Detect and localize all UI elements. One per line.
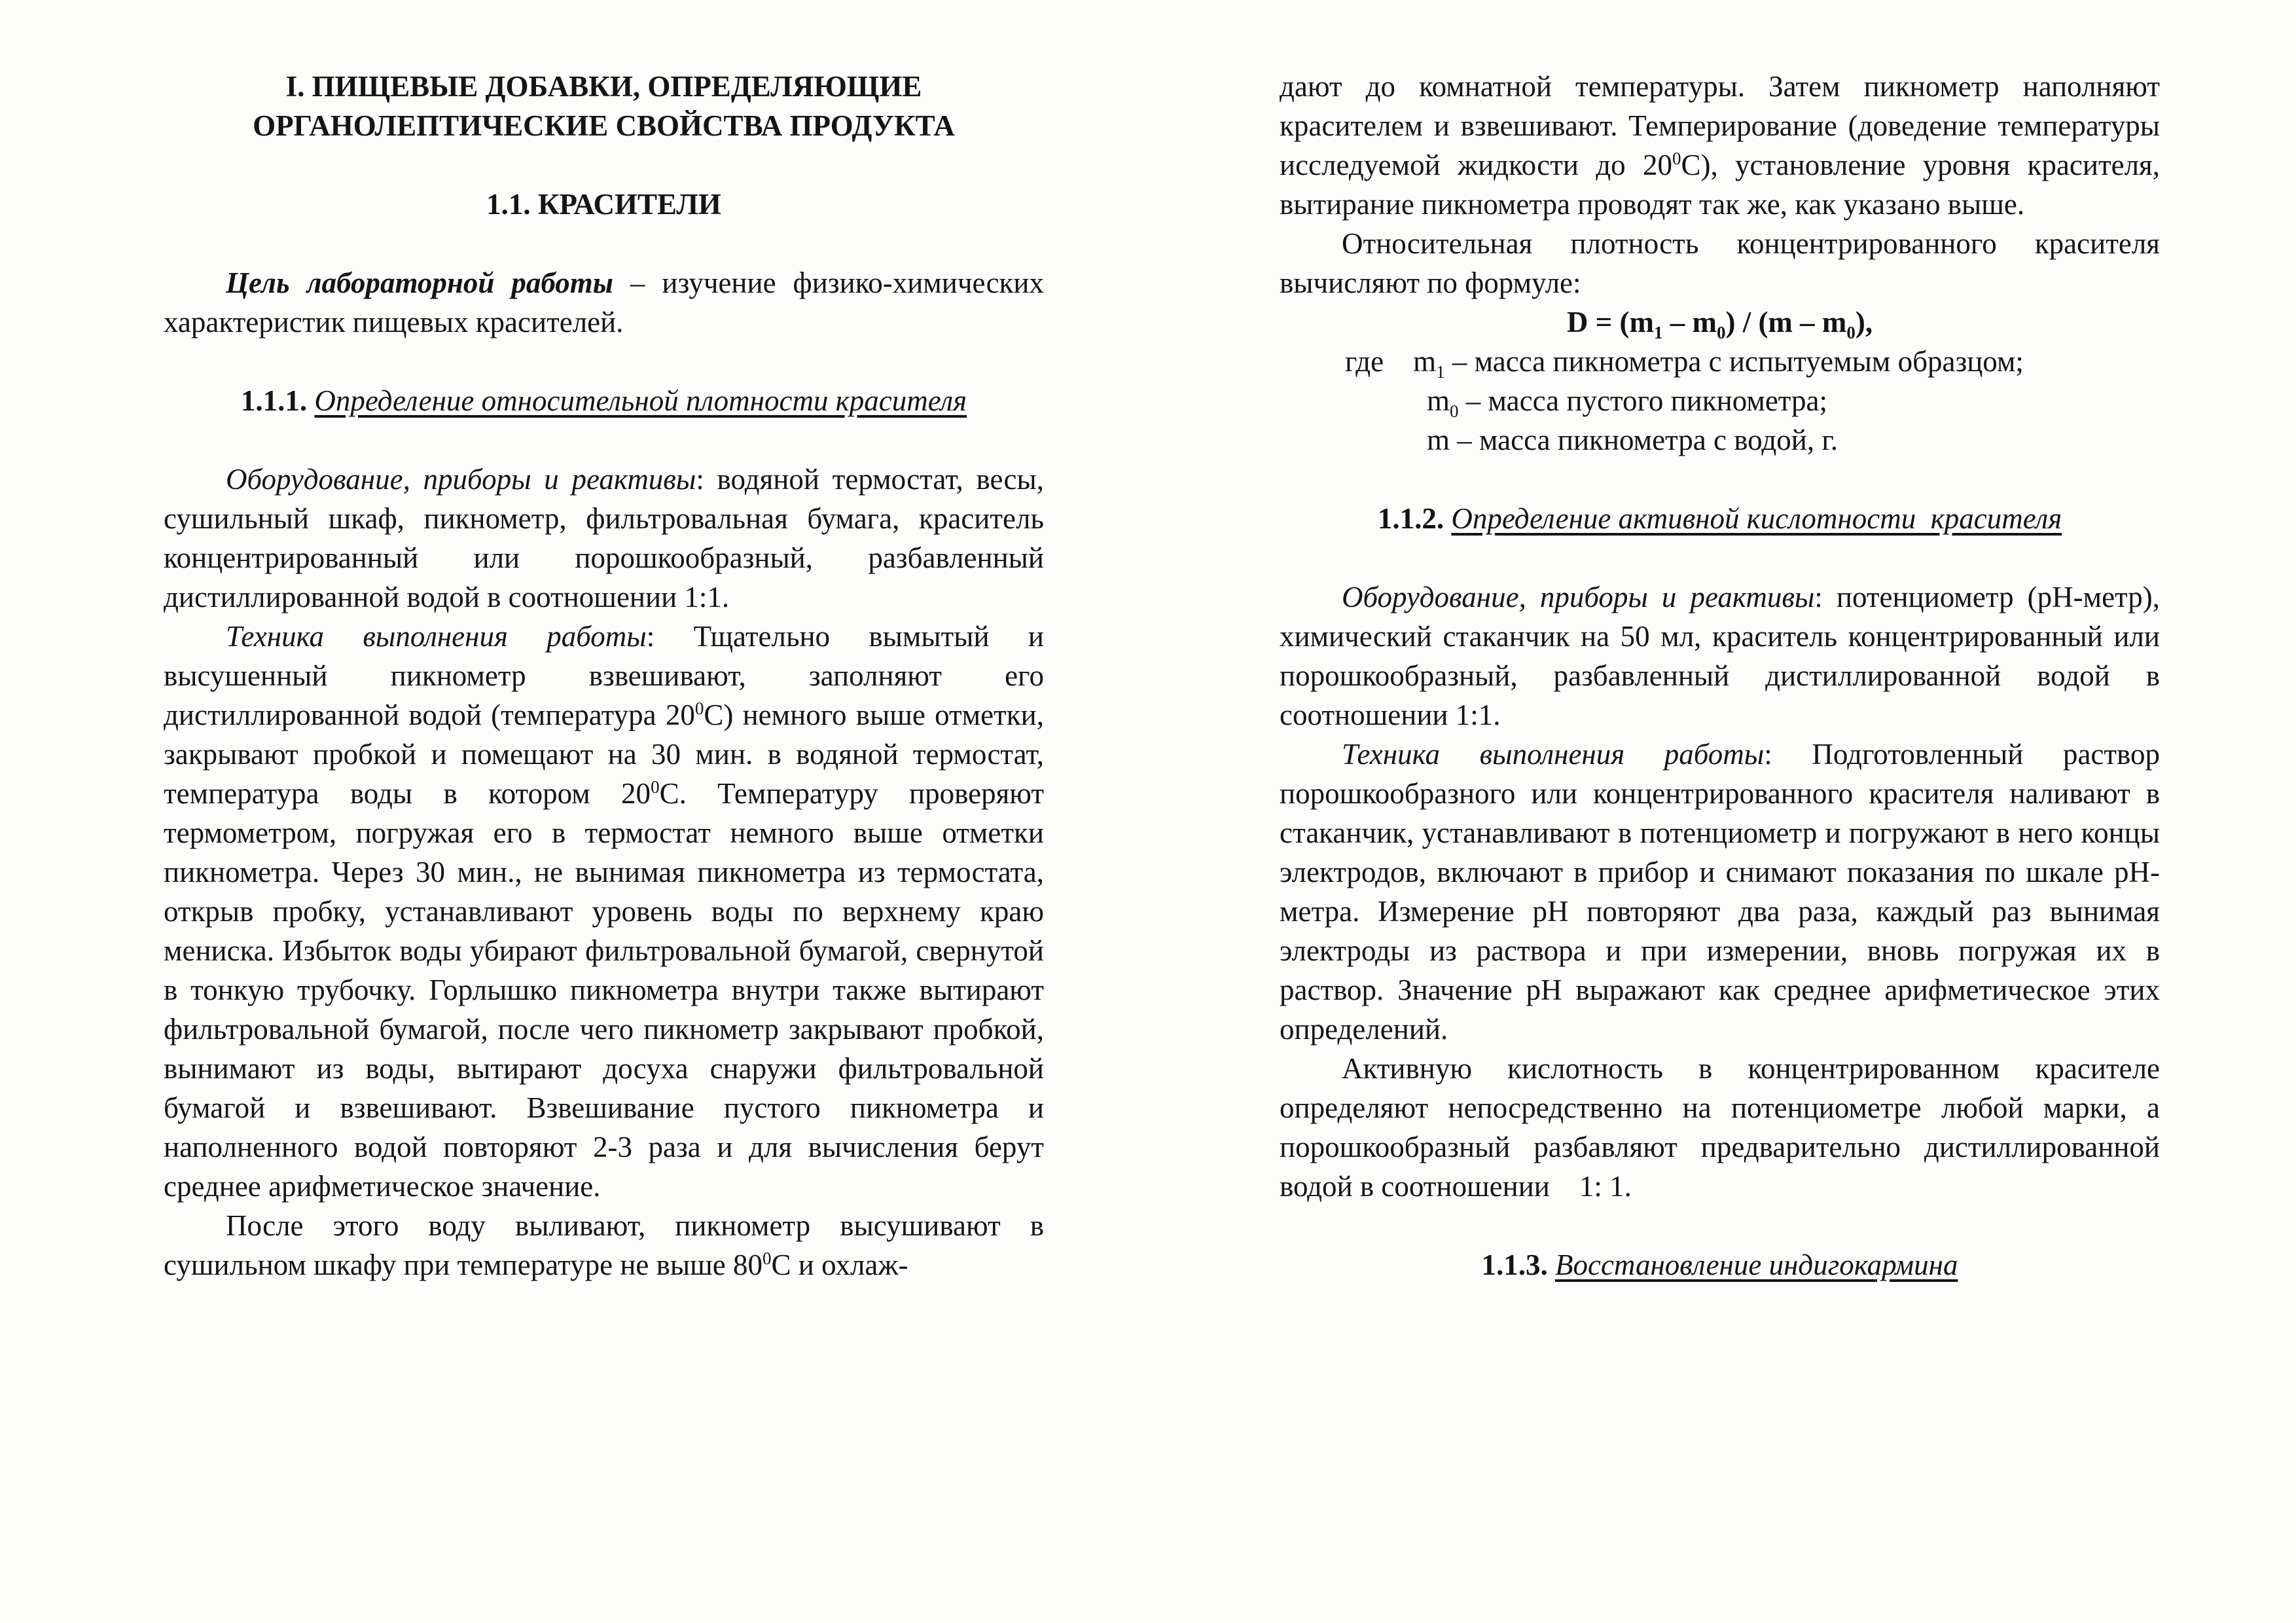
- text-run: 0: [762, 1249, 772, 1268]
- paragraph-drying-continued: [1280, 67, 2160, 224]
- text-run: С. Температуру проверяют термометром, погружая его в термостат немного выше отметки пикнометра. Через 30 мин., не вынимая пикнометра из термостата, открыв пробку, устанавливают уровень воды по верхнему краю мениска. Избыток воды убирают фильтровальной бумагой, свернутой в тонкую трубочку. Горлышко пикнометра внутри также вытирают фильтровальной бумагой, после чего пикнометр закрывают пробкой, вынимают из воды, вытирают досуха снаружи фильтровальной бумагой и взвешивают. Взвешивание пустого пикнометра и наполненного водой повторяют 2-3 раза и для вычисления берут среднее арифметическое значение.: [164, 777, 1044, 1203]
- paragraph-lab-goal: [164, 263, 1044, 342]
- text-run: После этого воду выливают, пикнометр высушивают в сушильном шкафу при температуре не выше 80: [164, 1209, 1044, 1281]
- text-run: ОРГАНОЛЕПТИЧЕСКИЕ СВОЙСТВА ПРОДУКТА: [253, 109, 955, 142]
- text-run: – масса пустого пикнометра;: [1458, 384, 1827, 417]
- section-1-1-heading: [164, 185, 1044, 224]
- text-run: m: [1427, 384, 1450, 417]
- text-run: ),: [1855, 306, 1873, 338]
- text-run: Определение активной кислотности красителя: [1451, 502, 2062, 535]
- text-run: Оборудование, приборы и реактивы: [226, 463, 696, 496]
- text-run: Техника выполнения работы: [226, 620, 647, 653]
- paragraph-technique-ph: [1280, 735, 2160, 1049]
- section-1-1-1-heading: [164, 381, 1044, 420]
- text-run: 0: [651, 777, 660, 797]
- text-run: 0: [1716, 323, 1726, 342]
- formula-legend-m: [1280, 420, 2160, 460]
- paragraph-equipment-ph: [1280, 577, 2160, 735]
- text-run: – m: [1662, 306, 1717, 338]
- text-run: 1.1.3.: [1481, 1249, 1555, 1281]
- text-run: где m: [1345, 345, 1437, 378]
- text-run: Оборудование, приборы и реактивы: [1342, 581, 1815, 613]
- text-run: : потенциометр (рН-метр), химический стаканчик на 50 мл, краситель концентрированный или порошкообразный, разбавленный дистиллированной водой в соотношении 1:1.: [1280, 581, 2160, 731]
- text-run: Относительная плотность концентрированного красителя вычисляют по формуле:: [1280, 227, 2160, 299]
- text-run: – масса пикнометра с испытуемым образцом;: [1444, 345, 2024, 378]
- left-page-column: [164, 67, 1044, 1285]
- text-run: 0: [1846, 323, 1856, 342]
- section-1-1-2-heading: [1280, 499, 2160, 538]
- text-run: 1: [1436, 362, 1445, 382]
- paragraph-drying: [164, 1206, 1044, 1285]
- paragraph-equipment-density: [164, 460, 1044, 617]
- right-page-column: [1280, 67, 2160, 1285]
- text-run: Определение относительной плотности красителя: [314, 384, 967, 417]
- text-run: С), установление уровня красителя, вытирание пикнометра проводят так же, как указано выше.: [1280, 149, 2160, 221]
- paragraph-formula-intro: [1280, 224, 2160, 302]
- text-run: Активную кислотность в концентрированном красителе определяют непосредственно на потенциометре любой марки, а порошкообразный разбавляют предварительно дистиллированной водой в соотношении 1: 1.: [1280, 1052, 2160, 1203]
- chapter-title: [164, 67, 1044, 145]
- paragraph-technique-density: [164, 617, 1044, 1206]
- paragraph-ph-concentrated: [1280, 1049, 2160, 1206]
- text-run: 1: [1653, 323, 1663, 342]
- text-run: Восстановление индигокармина: [1555, 1249, 1958, 1281]
- text-run: : водяной термостат, весы, сушильный шкаф, пикнометр, фильтровальная бумага, краситель концентрированный или порошкообразный, разбавленный дистиллированной водой в соотношении 1:1.: [164, 463, 1044, 613]
- text-run: D = (m: [1566, 306, 1654, 338]
- text-run: – изучение физико-химических характеристик пищевых красителей.: [164, 266, 1044, 338]
- density-formula: [1280, 302, 2160, 342]
- text-run: ) / (m – m: [1725, 306, 1847, 338]
- text-run: 1.1.2.: [1377, 502, 1452, 535]
- text-run: 0: [694, 699, 704, 718]
- formula-legend-m0: [1280, 381, 2160, 420]
- text-run: 0: [1672, 149, 1681, 168]
- section-1-1-3-heading: [1280, 1245, 2160, 1285]
- text-run: Техника выполнения работы: [1342, 738, 1765, 771]
- text-run: I. ПИЩЕВЫЕ ДОБАВКИ, ОПРЕДЕЛЯЮЩИЕ: [285, 70, 922, 103]
- text-run: m – масса пикнометра с водой, г.: [1427, 424, 1838, 456]
- text-run: дают до комнатной температуры. Затем пикнометр наполняют красителем и взвешивают. Темперирование (доведение температуры исследуемой жидкости до 20: [1280, 70, 2160, 181]
- text-run: 1.1.1.: [240, 384, 315, 417]
- text-run: 0: [1450, 401, 1459, 421]
- text-run: С и охлаж-: [771, 1249, 908, 1281]
- text-run: С) немного выше отметки, закрывают пробкой и помещают на 30 мин. в водяной термостат, температура воды в котором 20: [164, 699, 1044, 810]
- text-run: : Подготовленный раствор порошкообразного или концентрированного красителя наливают в стаканчик, устанавливают в потенциометр и погружают в него концы электродов, включают в прибор и снимают показания по шкале рН- метра. Измерение рН повторяют два раза, каждый раз вынимая электроды из раствора и при измерении, вновь погружая их в раствор. Значение рН выражают как среднее арифметическое этих определений.: [1280, 738, 2160, 1046]
- text-run: : Тщательно вымытый и высушенный пикнометр взвешивают, заполняют его дистиллированной водой (температура 20: [164, 620, 1044, 731]
- text-run: Цель лабораторной работы: [226, 266, 613, 299]
- formula-legend-m1: [1280, 342, 2160, 381]
- text-run: 1.1. КРАСИТЕЛИ: [486, 188, 721, 221]
